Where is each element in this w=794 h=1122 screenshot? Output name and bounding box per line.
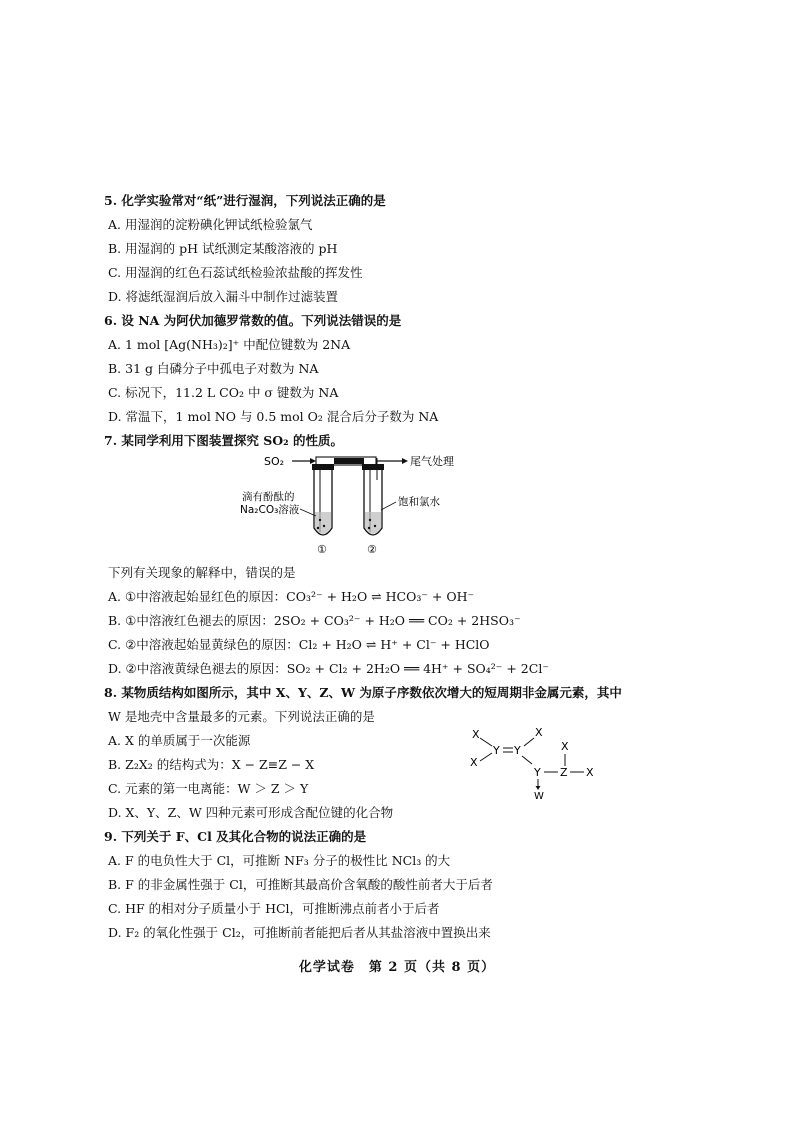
question-5-stem: 5. 化学实验常对“纸”进行湿润，下列说法正确的是 bbox=[104, 193, 386, 208]
question-6-option-a: A. 1 mol [Ag(NH₃)₂]⁺ 中配位键数为 2NA bbox=[108, 337, 351, 352]
question-9-option-a: A. F 的电负性大于 Cl，可推断 NF₃ 分子的极性比 NCl₃ 的大 bbox=[108, 853, 451, 868]
tube-2-number: ② bbox=[367, 543, 377, 556]
atom-x: X bbox=[586, 766, 594, 779]
question-7-stem: 7. 某同学利用下图装置探究 SO₂ 的性质。 bbox=[104, 433, 343, 448]
question-8-option-c: C. 元素的第一电离能：W ＞ Z ＞ Y bbox=[108, 781, 309, 796]
atom-x: X bbox=[535, 726, 543, 739]
question-8-stem-2: W 是地壳中含量最多的元素。下列说法正确的是 bbox=[108, 709, 375, 724]
question-6-option-d: D. 常温下，1 mol NO 与 0.5 mol O₂ 混合后分子数为 NA bbox=[108, 409, 439, 424]
question-7-option-c: C. ②中溶液起始显黄绿色的原因：Cl₂ + H₂O ⇌ H⁺ + Cl⁻ + HClO bbox=[108, 637, 490, 652]
question-9-stem: 9. 下列关于 F、Cl 及其化合物的说法正确的是 bbox=[104, 829, 367, 844]
tube-1-label-line-1: 滴有酚酞的 bbox=[242, 491, 295, 503]
question-5-option-d: D. 将滤纸湿润后放入漏斗中制作过滤装置 bbox=[108, 289, 339, 304]
question-9-option-d: D. F₂ 的氧化性强于 Cl₂，可推断前者能把后者从其盐溶液中置换出来 bbox=[108, 925, 491, 940]
molecular-structure-diagram bbox=[462, 724, 612, 800]
question-7-stem-2: 下列有关现象的解释中，错误的是 bbox=[108, 565, 296, 580]
atom-y: Y bbox=[534, 766, 541, 779]
atom-w: W bbox=[534, 791, 544, 800]
page-footer: 化学试卷 第 2 页（共 8 页） bbox=[298, 960, 496, 975]
tube-1-number: ① bbox=[317, 543, 327, 556]
question-6-option-b: B. 31 g 白磷分子中孤电子对数为 NA bbox=[108, 361, 319, 376]
question-9-option-b: B. F 的非金属性强于 Cl，可推断其最高价含氧酸的酸性前者大于后者 bbox=[108, 877, 493, 892]
question-9-option-c: C. HF 的相对分子质量小于 HCl，可推断沸点前者小于后者 bbox=[108, 901, 440, 916]
atom-y: Y bbox=[493, 744, 500, 757]
gas-out-label: 尾气处理 bbox=[410, 455, 454, 468]
question-7-option-a: A. ①中溶液起始显红色的原因：CO₃²⁻ + H₂O ⇌ HCO₃⁻ + OH⁻ bbox=[108, 589, 475, 604]
question-6-stem: 6. 设 NA 为阿伏加德罗常数的值。下列说法错误的是 bbox=[104, 313, 402, 328]
question-8-option-a: A. X 的单质属于一次能源 bbox=[108, 733, 251, 748]
question-7-option-b: B. ①中溶液红色褪去的原因：2SO₂ + CO₃²⁻ + H₂O ══ CO₂ + 2HSO₃⁻ bbox=[108, 613, 521, 628]
question-5-option-c: C. 用湿润的红色石蕊试纸检验浓盐酸的挥发性 bbox=[108, 265, 363, 280]
question-7-option-d: D. ②中溶液黄绿色褪去的原因：SO₂ + Cl₂ + 2H₂O ══ 4H⁺ + SO₄²⁻ + 2Cl⁻ bbox=[108, 661, 549, 676]
question-8-option-d: D. X、Y、Z、W 四种元素可形成含配位键的化合物 bbox=[108, 805, 394, 820]
atom-x: X bbox=[472, 728, 480, 741]
gas-in-label: SO₂ bbox=[264, 455, 285, 468]
atom-y: Y bbox=[514, 744, 521, 757]
tube-2-label: 饱和氯水 bbox=[398, 496, 440, 508]
apparatus-diagram bbox=[230, 450, 490, 556]
atom-x: X bbox=[470, 756, 478, 769]
tube-1-label-line-2: Na₂CO₃溶液 bbox=[240, 504, 300, 516]
question-6-option-c: C. 标况下，11.2 L CO₂ 中 σ 键数为 NA bbox=[108, 385, 339, 400]
atom-x: X bbox=[561, 740, 569, 753]
question-8-option-b: B. Z₂X₂ 的结构式为：X − Z≡Z − X bbox=[108, 757, 315, 772]
question-8-stem: 8. 某物质结构如图所示，其中 X、Y、Z、W 为原子序数依次增大的短周期非金属元素，其中 bbox=[104, 685, 622, 700]
question-5-option-b: B. 用湿润的 pH 试纸测定某酸溶液的 pH bbox=[108, 241, 338, 256]
question-5-option-a: A. 用湿润的淀粉碘化钾试纸检验氯气 bbox=[108, 217, 313, 232]
atom-z: Z bbox=[560, 766, 568, 779]
